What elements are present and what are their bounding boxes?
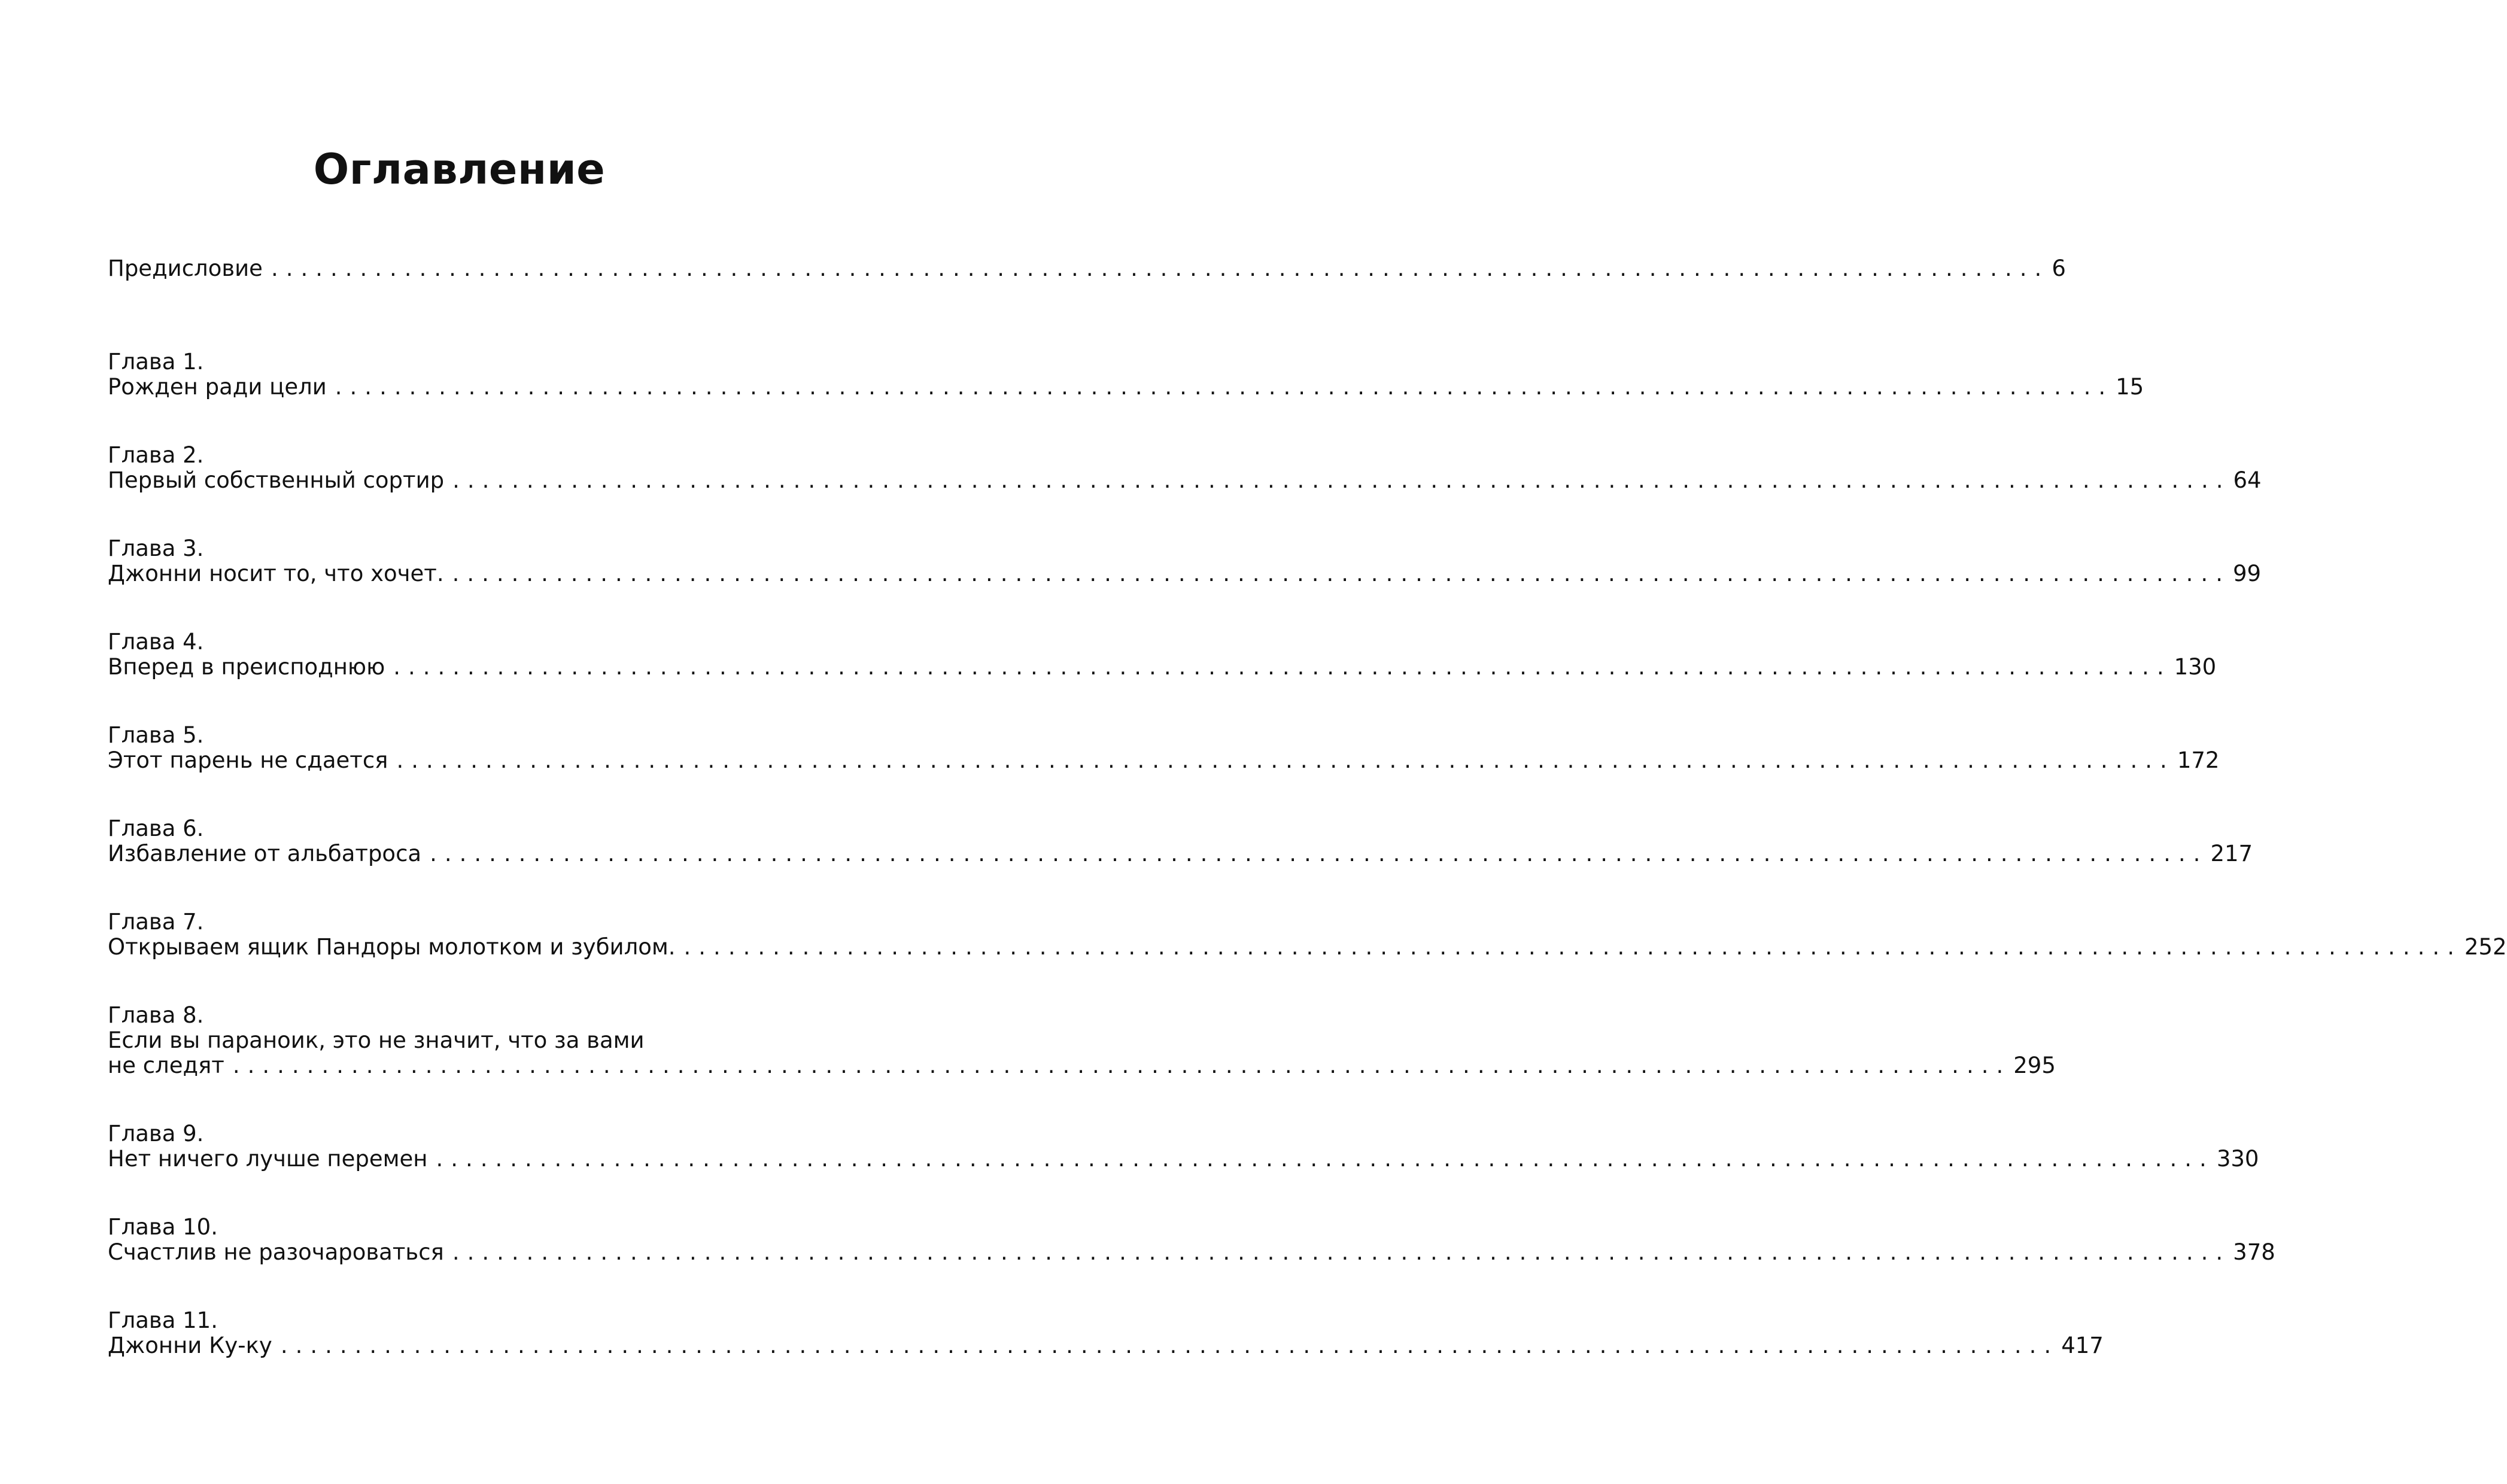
toc-entry-chapter-8 (108, 1002, 2056, 1121)
dot-leader: ........................................................................................................................ (436, 1146, 2214, 1172)
dot-leader: ........................................................................................................................ (280, 1333, 2059, 1358)
toc-entry-chapter-10 (108, 1214, 2275, 1308)
dot-leader: ........................................................................................................................ (452, 467, 2231, 493)
entry-title: Открываем ящик Пандоры молотком и зубилом. (108, 934, 676, 960)
entry-title: Первый собственный сортир (108, 467, 445, 493)
toc-entry-chapter-11 (108, 1307, 2104, 1401)
entry-title: Счастлив не разочароваться (108, 1239, 444, 1265)
page-number: 417 (2061, 1333, 2104, 1358)
chapter-label: Глава 1. (108, 349, 204, 375)
toc-entry-chapter-4 (108, 629, 2217, 723)
dot-leader: ........................................................................................................................ (232, 1053, 2011, 1078)
toc-entry-chapter-9 (108, 1121, 2259, 1215)
dot-leader: ........................................................................................................................ (271, 256, 2050, 281)
entry-title: Вперед в преисподнюю (108, 654, 385, 680)
toc-line (108, 654, 2217, 680)
chapter-label: Глава 5. (108, 722, 204, 748)
toc-line (108, 467, 2262, 493)
toc-entry-chapter-5 (108, 722, 2220, 816)
chapter-label: Глава 10. (108, 1214, 218, 1240)
toc-entry-chapter-3 (108, 536, 2262, 630)
chapter-label: Глава 4. (108, 629, 204, 655)
page-number: 330 (2216, 1146, 2259, 1172)
toc-line (108, 374, 2144, 400)
toc-line (108, 1239, 2275, 1265)
entry-title: Этот парень не сдается (108, 747, 388, 773)
page-number: 64 (2233, 467, 2262, 493)
chapter-label: Глава 7. (108, 909, 204, 935)
chapter-label: Глава 11. (108, 1307, 218, 1333)
entry-title: Предисловие (108, 256, 263, 281)
dot-leader: ........................................................................................................................ (335, 374, 2114, 400)
table-of-contents (108, 256, 2507, 1401)
toc-line (108, 747, 2220, 773)
toc-entry-preface (108, 256, 2066, 349)
entry-title: не следят (108, 1053, 224, 1078)
chapter-label: Глава 8. (108, 1002, 204, 1028)
entry-title: Избавление от альбатроса (108, 841, 422, 866)
toc-entry-chapter-1 (108, 349, 2144, 443)
page-number: 252 (2464, 934, 2507, 960)
toc-line (108, 256, 2066, 281)
dot-leader: ........................................................................................................................ (452, 561, 2231, 586)
toc-entry-chapter-7 (108, 909, 2507, 1003)
dot-leader: ........................................................................................................................ (452, 1239, 2231, 1265)
toc-line (108, 1053, 2056, 1078)
entry-title: Рожден ради цели (108, 374, 327, 400)
toc-line (108, 841, 2253, 866)
entry-title: Джонни носит то, что хочет. (108, 561, 444, 586)
chapter-label: Глава 6. (108, 816, 204, 841)
dot-leader: ........................................................................................................................ (683, 934, 2462, 960)
toc-entry-chapter-2 (108, 442, 2262, 536)
chapter-label: Глава 9. (108, 1121, 204, 1147)
page-number: 172 (2177, 747, 2220, 773)
page-number: 217 (2210, 841, 2253, 866)
toc-entry-chapter-6 (108, 816, 2253, 910)
page-number: 130 (2174, 654, 2217, 680)
page-title: Оглавление (313, 145, 606, 194)
page-number: 99 (2232, 561, 2262, 586)
toc-line (108, 561, 2262, 586)
dot-leader: ........................................................................................................................ (396, 747, 2175, 773)
toc-line (108, 934, 2507, 960)
entry-title: Джонни Ку-ку (108, 1333, 272, 1358)
chapter-label: Глава 3. (108, 536, 204, 561)
entry-title-first-line: Если вы параноик, это не значит, что за вами (108, 1027, 645, 1053)
dot-leader: ........................................................................................................................ (393, 654, 2172, 680)
dot-leader: ........................................................................................................................ (430, 841, 2208, 866)
toc-line (108, 1333, 2104, 1358)
page-number: 295 (2013, 1053, 2056, 1078)
chapter-label: Глава 2. (108, 442, 204, 468)
page-number: 378 (2233, 1239, 2275, 1265)
page-number: 6 (2052, 256, 2066, 281)
page-number: 15 (2116, 374, 2144, 400)
toc-line (108, 1146, 2259, 1172)
entry-title: Нет ничего лучше перемен (108, 1146, 428, 1172)
